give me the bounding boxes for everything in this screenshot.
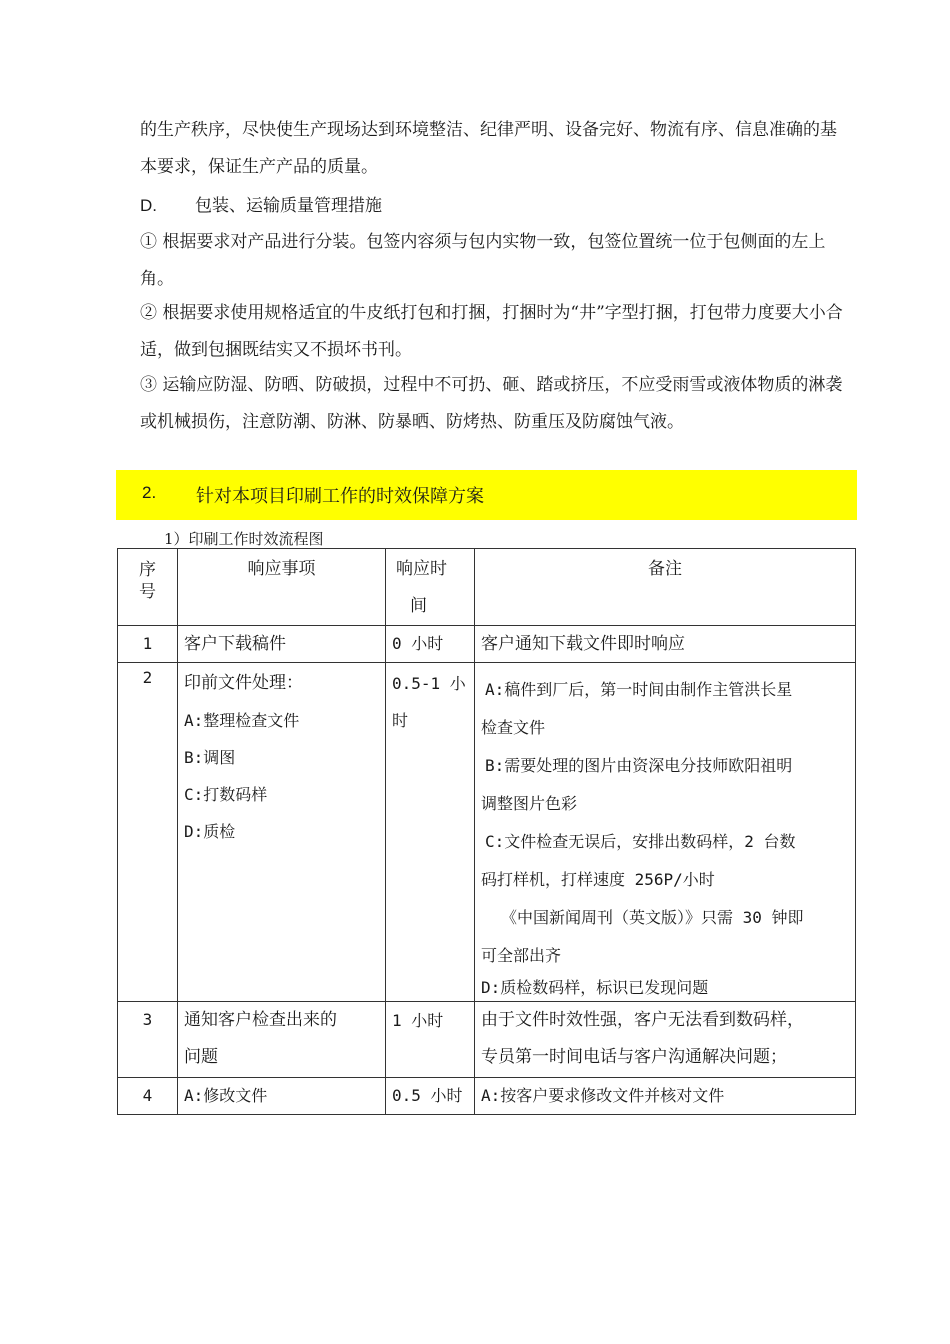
response-time-table bbox=[117, 548, 856, 1115]
table-row bbox=[118, 663, 856, 1002]
list-item: ① 根据要求对产品进行分装。包签内容须与包内实物一致，包签位置统一位于包侧面的左上角。 bbox=[140, 232, 826, 289]
section-2-number: 2. bbox=[142, 483, 157, 502]
section-d-heading bbox=[140, 187, 382, 225]
row-seq: 4 bbox=[118, 1078, 178, 1115]
row-item: 印前文件处理： A:整理检查文件 B:调图 C:打数码样 D:质检 bbox=[178, 663, 386, 1002]
row-item: 客户下载稿件 bbox=[178, 626, 386, 663]
table-header-row bbox=[118, 549, 856, 626]
row-seq: 1 bbox=[118, 626, 178, 663]
table-row bbox=[118, 1002, 856, 1078]
row-time: 0 小时 bbox=[386, 626, 475, 663]
row-time: 0.5-1 小 时 bbox=[386, 663, 475, 1002]
header-time: 响应时 间 bbox=[386, 549, 475, 626]
header-item: 响应事项 bbox=[178, 549, 386, 626]
table-row bbox=[118, 626, 856, 663]
row-time: 1 小时 bbox=[386, 1002, 475, 1078]
section-d-title: 包装、运输质量管理措施 bbox=[195, 196, 382, 216]
list-item: ② 根据要求使用规格适宜的牛皮纸打包和打捆，打捆时为“井”字型打捆，打包带力度要大小合适，做到包捆既结实又不损坏书刊。 bbox=[140, 303, 843, 360]
row-note: A:稿件到厂后，第一时间由制作主管洪长星 检查文件 B:需要处理的图片由资深电分技师欧阳祖明 调整图片色彩 C:文件检查无误后，安排出数码样，2 台数 码打样机，打样速度 256P/小时 《中国新闻周刊（英文版）》只需 30 钟即 可全部出齐 D:质检数码样，标识已发现问题 bbox=[475, 663, 856, 1002]
row-item: A:修改文件 bbox=[178, 1078, 386, 1115]
body-paragraph: 的生产秩序，尽快使生产现场达到环境整洁、纪律严明、设备完好、物流有序、信息准确的基本要求，保证生产产品的质量。 bbox=[140, 120, 837, 177]
header-seq: 序 号 bbox=[118, 549, 178, 626]
section-2-heading-band bbox=[116, 470, 857, 520]
row-note: A:按客户要求修改文件并核对文件 bbox=[475, 1078, 856, 1115]
row-time: 0.5 小时 bbox=[386, 1078, 475, 1115]
list-item: ③ 运输应防湿、防晒、防破损，过程中不可扔、砸、踏或挤压，不应受雨雪或液体物质的淋袭或机械损伤，注意防潮、防淋、防暴晒、防烤热、防重压及防腐蚀气液。 bbox=[140, 375, 843, 432]
row-seq: 2 bbox=[118, 663, 178, 1002]
header-note: 备注 bbox=[475, 549, 856, 626]
row-note: 由于文件时效性强，客户无法看到数码样， 专员第一时间电话与客户沟通解决问题； bbox=[475, 1002, 856, 1078]
section-2-title: 针对本项目印刷工作的时效保障方案 bbox=[196, 486, 484, 507]
row-item: 通知客户检查出来的 问题 bbox=[178, 1002, 386, 1078]
section-d-number: D. bbox=[140, 196, 157, 215]
table-row bbox=[118, 1078, 856, 1115]
table-caption: 1）印刷工作时效流程图 bbox=[164, 530, 324, 548]
row-note: 客户通知下载文件即时响应 bbox=[475, 626, 856, 663]
row-seq: 3 bbox=[118, 1002, 178, 1078]
